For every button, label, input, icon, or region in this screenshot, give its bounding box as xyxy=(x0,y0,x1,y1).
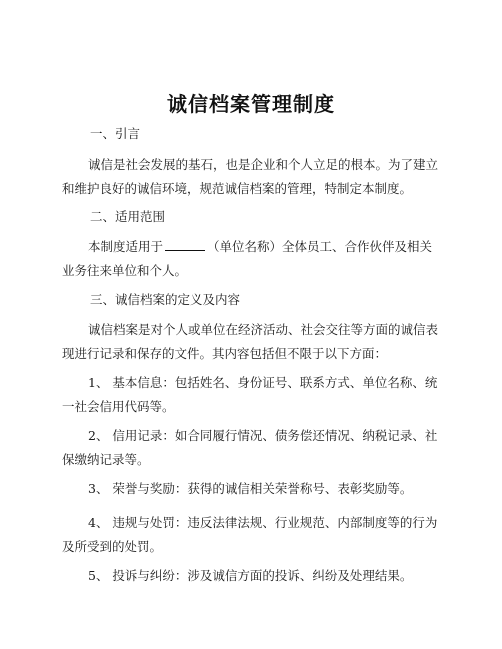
paragraph-scope xyxy=(62,235,444,283)
scope-text-after: （单位名称）全体员工、合作伙伴及相关业务往来单位和个人。 xyxy=(62,239,433,278)
document-title: 诚信档案管理制度 xyxy=(167,92,335,116)
section-heading-intro: 一、引言 xyxy=(90,126,141,141)
unit-name-blank xyxy=(165,238,205,251)
list-item-credit-record: 2、 信用记录：如合同履行情况、债务偿还情况、纳税记录、社保缴纳记录等。 xyxy=(62,428,438,467)
list-item-honors: 3、 荣誉与奖励：获得的诚信相关荣誉称号、表彰奖励等。 xyxy=(88,481,413,496)
paragraph-intro: 诚信是社会发展的基石，也是企业和个人立足的根本。为了建立和维护良好的诚信环境，规范诚信档案的管理，特制定本制度。 xyxy=(62,157,439,196)
list-item-violations: 4、 违规与处罚：违反法律法规、行业规范、内部制度等的行为及所受到的处罚。 xyxy=(62,515,438,554)
section-heading-scope: 二、适用范围 xyxy=(90,209,166,224)
scope-text-before: 本制度适用于 xyxy=(88,239,164,254)
section-heading-definition: 三、诚信档案的定义及内容 xyxy=(90,292,241,307)
list-item-basic-info: 1、 基本信息：包括姓名、身份证号、联系方式、单位名称、统一社会信用代码等。 xyxy=(62,375,438,414)
paragraph-definition: 诚信档案是对个人或单位在经济活动、社会交往等方面的诚信表现进行记录和保存的文件。其内容包括但不限于以下方面： xyxy=(62,322,439,361)
list-item-complaints: 5、 投诉与纠纷：涉及诚信方面的投诉、纠纷及处理结果。 xyxy=(88,568,413,583)
